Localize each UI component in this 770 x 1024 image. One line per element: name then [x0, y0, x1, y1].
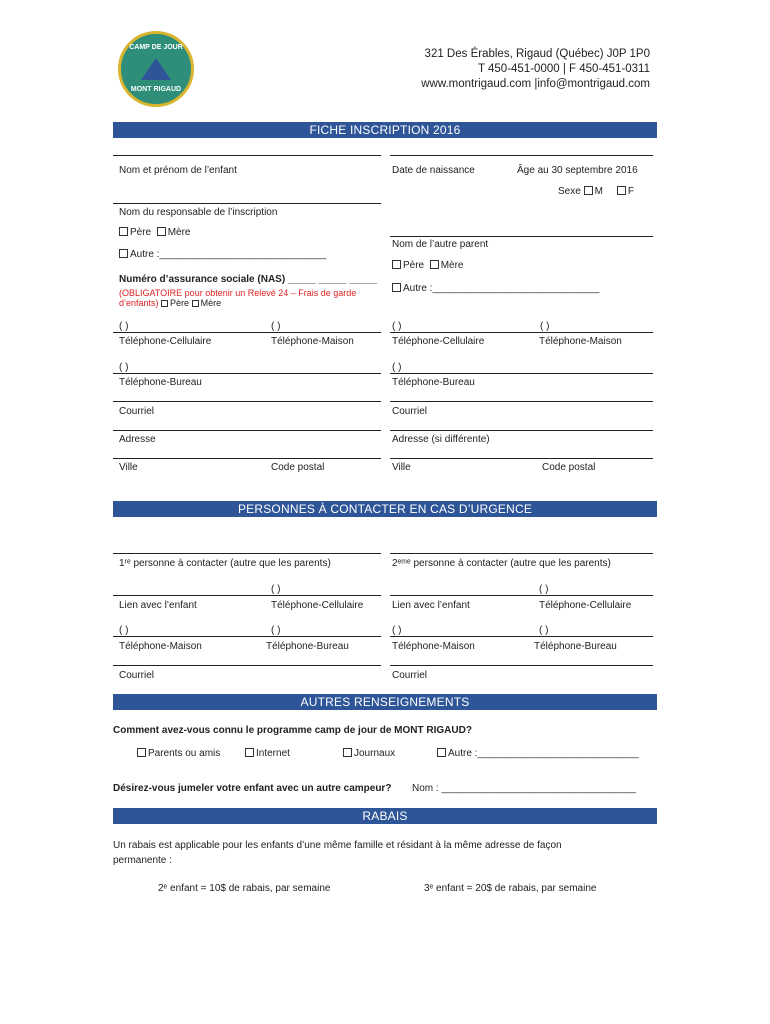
label-courriel-2: Courriel — [392, 406, 428, 417]
label-maison: Téléphone-Maison — [271, 336, 354, 347]
header-address: 321 Des Érables, Rigaud (Québec) J0P 1P0 — [424, 48, 650, 60]
phone-parens: ( ) — [119, 321, 129, 332]
label-opt3: Journaux — [354, 748, 396, 759]
label-u-bureau-2: Téléphone-Bureau — [534, 641, 617, 652]
phone-parens: ( ) — [119, 625, 129, 636]
nas-note-2 — [119, 298, 221, 308]
label-autre-parent: Nom de l’autre parent — [392, 239, 489, 250]
label-mere: Mère — [167, 227, 191, 238]
checkbox-pere[interactable] — [119, 227, 128, 236]
rabais-2e: 2ᵉ enfant = 10$ de rabais, par semaine — [158, 883, 331, 894]
label-personne-2: 2ᵉᵐᵉ personne à contacter (autre que les parents) — [392, 558, 611, 569]
line — [390, 332, 653, 333]
phone-parens: ( ) — [392, 321, 402, 332]
line — [390, 595, 653, 596]
label-pere: Père — [130, 227, 152, 238]
checkbox-f[interactable] — [617, 186, 626, 195]
checkbox-nas-pere[interactable] — [161, 300, 168, 307]
autre-field[interactable] — [119, 249, 326, 260]
phone-parens: ( ) — [271, 584, 281, 595]
checkbox-mere[interactable] — [157, 227, 166, 236]
line — [390, 665, 653, 666]
autre-field-2[interactable] — [392, 283, 599, 294]
header-phone: T 450-451-0000 | F 450-451-0311 — [478, 63, 650, 75]
label-m: M — [594, 186, 603, 197]
line — [113, 458, 381, 459]
line — [113, 636, 381, 637]
checkbox-pere-2[interactable] — [392, 260, 401, 269]
autre-parent-choice[interactable] — [392, 260, 463, 271]
label-responsable: Nom du responsable de l’inscription — [119, 207, 278, 218]
label-code-postal: Code postal — [271, 462, 325, 473]
label-bureau: Téléphone-Bureau — [119, 377, 202, 388]
label-cell: Téléphone-Cellulaire — [119, 336, 212, 347]
line — [113, 430, 381, 431]
phone-parens: ( ) — [392, 362, 402, 373]
label-jumeler: Désirez-vous jumeler votre enfant avec un autre campeur? — [113, 783, 392, 794]
line — [113, 332, 381, 333]
label-autre: Autre :______________________________ — [130, 249, 327, 260]
band-autres: AUTRES RENSEIGNEMENTS — [113, 694, 657, 710]
label-u-cell-2: Téléphone-Cellulaire — [539, 600, 632, 611]
label-cell-2: Téléphone-Cellulaire — [392, 336, 485, 347]
label-adresse: Adresse — [119, 434, 156, 445]
camp-logo — [118, 31, 194, 107]
checkbox-internet[interactable] — [245, 748, 254, 757]
checkbox-autre[interactable] — [119, 249, 128, 258]
label-autre-2: Autre :______________________________ — [403, 283, 600, 294]
line — [390, 430, 653, 431]
label-lien-2: Lien avec l’enfant — [392, 600, 470, 611]
rabais-3e: 3ᵉ enfant = 20$ de rabais, par semaine — [424, 883, 597, 894]
label-opt2: Internet — [256, 748, 290, 759]
line — [113, 155, 381, 156]
line — [390, 236, 653, 237]
line — [113, 665, 381, 666]
label-courriel: Courriel — [119, 406, 155, 417]
label-maison-2: Téléphone-Maison — [539, 336, 622, 347]
phone-parens: ( ) — [540, 321, 550, 332]
logo-bottom-text: MONT RIGAUD — [130, 86, 182, 93]
option-autre[interactable] — [437, 748, 639, 759]
phone-parens: ( ) — [539, 625, 549, 636]
line — [390, 401, 653, 402]
label-pere-2: Père — [403, 260, 425, 271]
label-adresse-2: Adresse (si différente) — [392, 434, 490, 445]
label-nas-mere: Mère — [200, 298, 222, 308]
logo-top-text: CAMP DE JOUR — [129, 44, 183, 51]
phone-parens: ( ) — [119, 362, 129, 373]
label-date-naissance: Date de naissance — [392, 165, 475, 176]
label-nom-enfant: Nom et prénom de l’enfant — [119, 165, 237, 176]
label-opt4: Autre :_____________________________ — [448, 748, 639, 759]
parent-choice[interactable] — [119, 227, 190, 238]
label-nas: Numéro d’assurance sociale (NAS) _____ _____ _____ — [119, 274, 377, 285]
checkbox-autre-2[interactable] — [392, 283, 401, 292]
label-u-courriel: Courriel — [119, 670, 155, 681]
phone-parens: ( ) — [271, 321, 281, 332]
option-internet[interactable] — [245, 748, 290, 759]
label-u-maison: Téléphone-Maison — [119, 641, 202, 652]
label-nas-pere: Père — [170, 298, 190, 308]
label-u-bureau: Téléphone-Bureau — [266, 641, 349, 652]
checkbox-m[interactable] — [584, 186, 593, 195]
checkbox-autre-3[interactable] — [437, 748, 446, 757]
label-f: F — [627, 186, 634, 197]
band-urgence: PERSONNES À CONTACTER EN CAS D’URGENCE — [113, 501, 657, 517]
label-ville-2: Ville — [392, 462, 411, 473]
band-rabais: RABAIS — [113, 808, 657, 824]
phone-parens: ( ) — [539, 584, 549, 595]
line — [113, 553, 381, 554]
label-personne-1: 1ʳᵉ personne à contacter (autre que les parents) — [119, 558, 331, 569]
mountain-icon — [141, 58, 171, 80]
header-contact — [421, 47, 650, 92]
rabais-text-2: permanente : — [113, 855, 172, 866]
label-u-maison-2: Téléphone-Maison — [392, 641, 475, 652]
sexe-field[interactable] — [558, 186, 634, 197]
label-code-postal-2: Code postal — [542, 462, 596, 473]
checkbox-mere-2[interactable] — [430, 260, 439, 269]
label-mere-2: Mère — [440, 260, 464, 271]
header-web: www.montrigaud.com |info@montrigaud.com — [421, 78, 650, 90]
label-u-courriel-2: Courriel — [392, 670, 428, 681]
label-bureau-2: Téléphone-Bureau — [392, 377, 475, 388]
field-nom[interactable]: Nom : ___________________________________ — [412, 783, 637, 794]
nas-note-2-text: d’enfants) — [119, 298, 159, 308]
checkbox-parents[interactable] — [137, 748, 146, 757]
checkbox-nas-mere[interactable] — [192, 300, 199, 307]
line — [390, 155, 653, 156]
phone-parens: ( ) — [392, 625, 402, 636]
label-opt1: Parents ou amis — [148, 748, 221, 759]
rabais-text-1: Un rabais est applicable pour les enfants d’une même famille et résidant à la même adresse de façon — [113, 840, 562, 851]
phone-parens: ( ) — [271, 625, 281, 636]
line — [390, 553, 653, 554]
line — [390, 636, 653, 637]
label-ville: Ville — [119, 462, 138, 473]
checkbox-journaux[interactable] — [343, 748, 352, 757]
line — [113, 203, 381, 204]
label-lien: Lien avec l’enfant — [119, 600, 197, 611]
line — [113, 373, 381, 374]
line — [113, 401, 381, 402]
option-parents[interactable] — [137, 748, 220, 759]
option-journaux[interactable] — [343, 748, 395, 759]
nas-note: (OBLIGATOIRE pour obtenir un Relevé 24 – Frais de garde — [119, 288, 357, 298]
line — [390, 458, 653, 459]
label-sexe: Sexe — [558, 186, 581, 197]
band-inscription: FICHE INSCRIPTION 2016 — [113, 122, 657, 138]
label-age: Âge au 30 septembre 2016 — [517, 165, 638, 176]
label-question: Comment avez-vous connu le programme camp de jour de MONT RIGAUD? — [113, 725, 472, 736]
line — [390, 373, 653, 374]
line — [113, 595, 381, 596]
label-u-cell: Téléphone-Cellulaire — [271, 600, 364, 611]
